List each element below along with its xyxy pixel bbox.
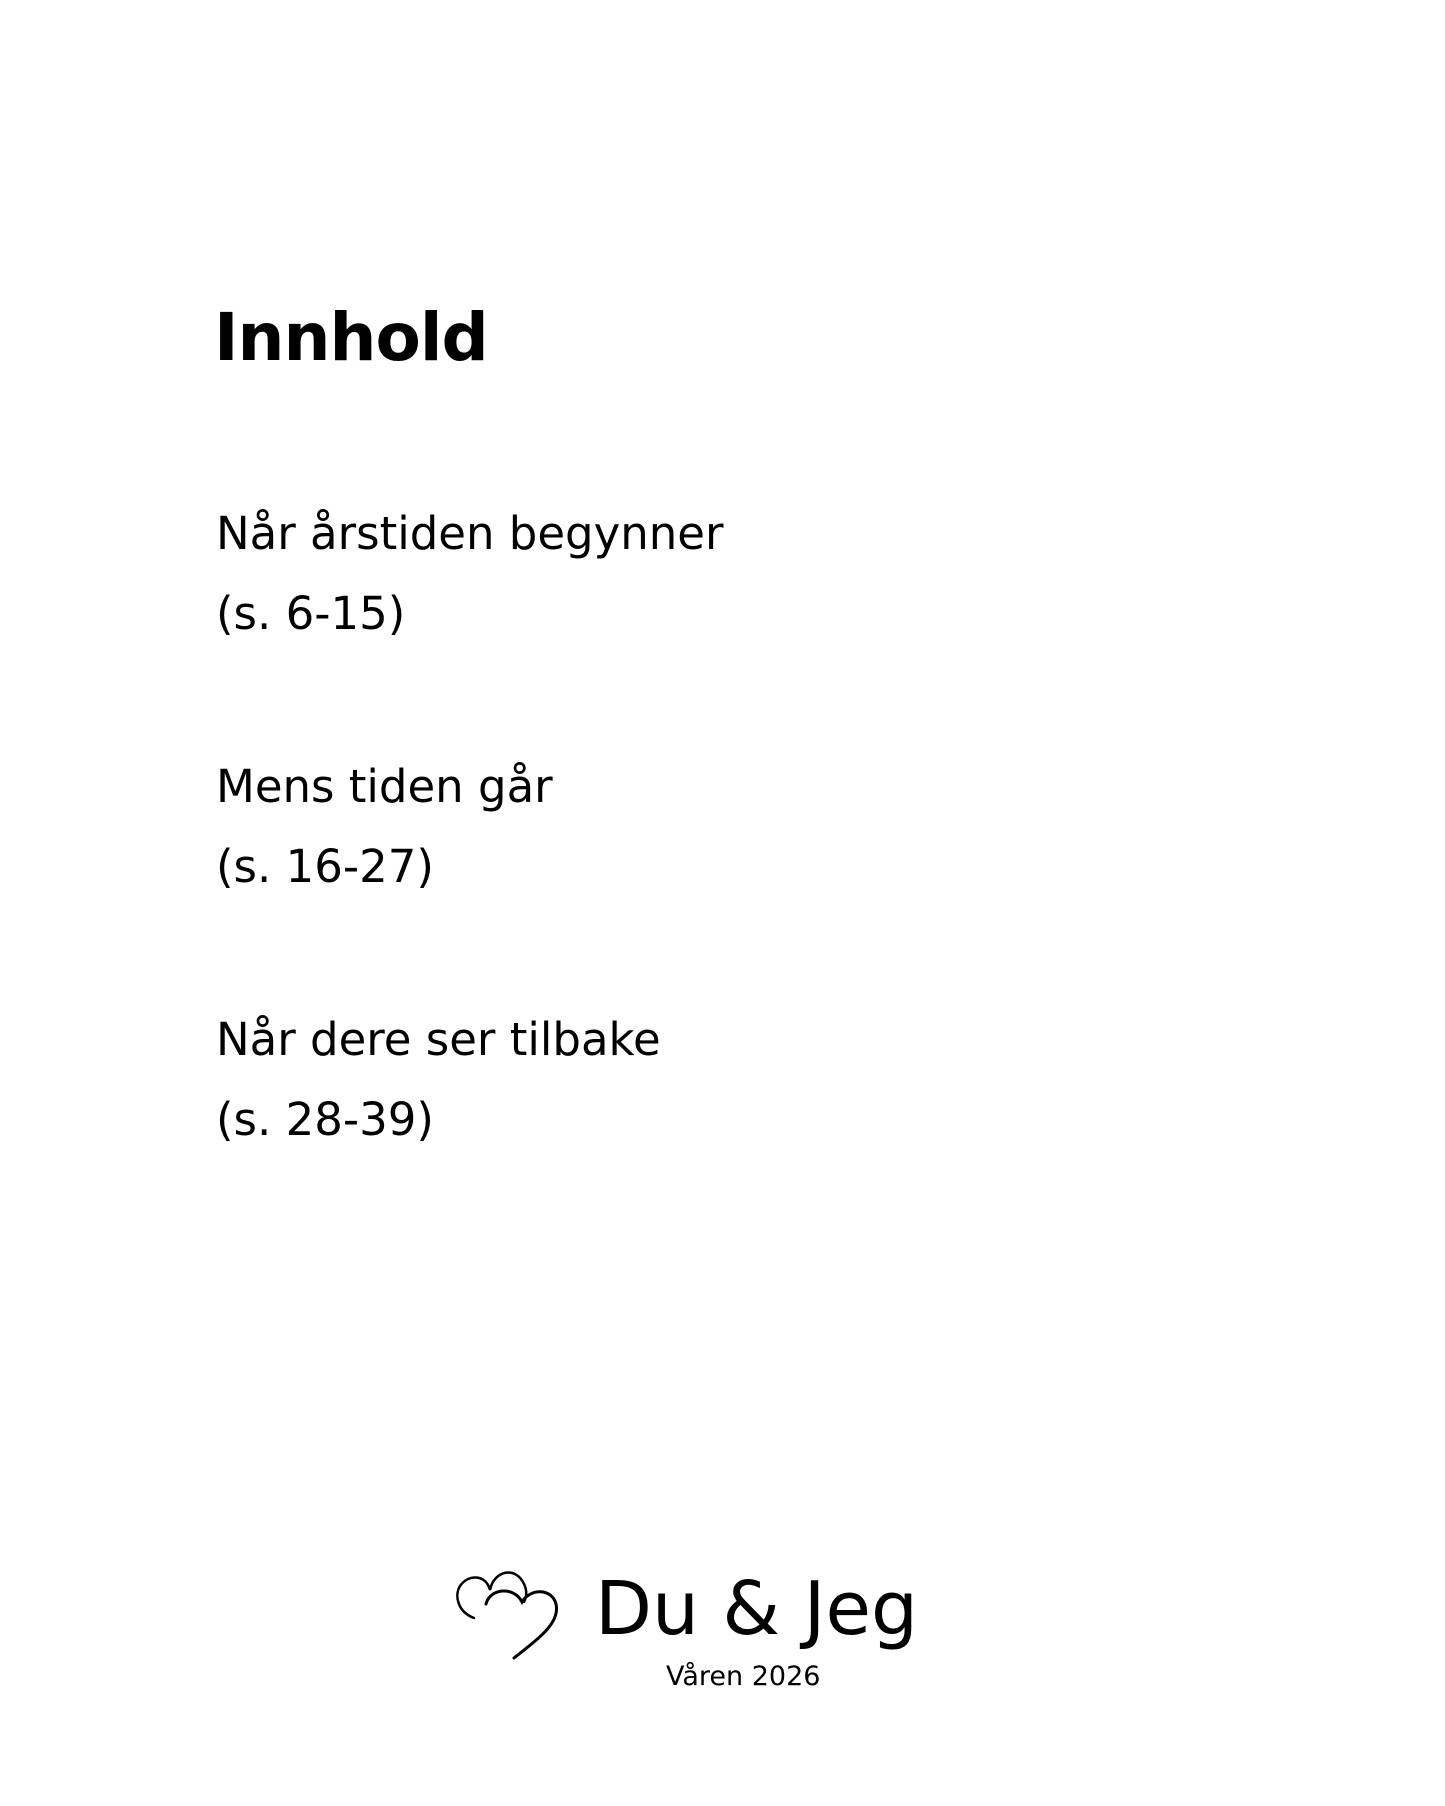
section-pages: (s. 16-27) xyxy=(216,840,434,893)
season-label: Våren 2026 xyxy=(666,1661,821,1692)
section-title: Når dere ser tilbake xyxy=(216,1013,661,1066)
section-title: Når årstiden begynner xyxy=(216,507,724,560)
section-title: Mens tiden går xyxy=(216,760,553,813)
section-pages: (s. 6-15) xyxy=(216,587,406,640)
brand-name: Du & Jeg xyxy=(595,1566,918,1652)
page-title: Innhold xyxy=(214,299,488,376)
two-hearts-icon xyxy=(452,1560,572,1675)
section-pages: (s. 28-39) xyxy=(216,1093,434,1146)
